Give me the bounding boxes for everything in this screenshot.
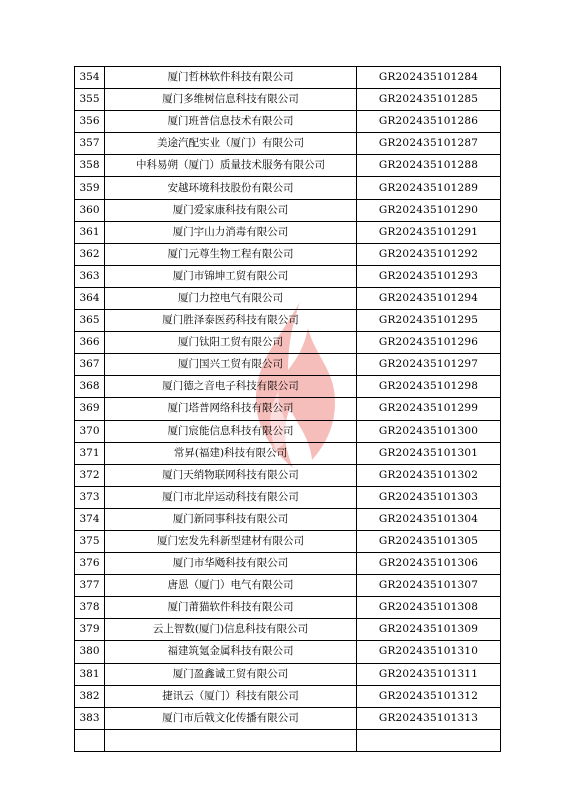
company-name: 安越环境科技股份有限公司 bbox=[105, 177, 357, 199]
row-number: 359 bbox=[75, 177, 105, 199]
company-name: 美途汽配实业（厦门）有限公司 bbox=[105, 133, 357, 155]
table-row bbox=[75, 89, 501, 111]
table-row bbox=[75, 287, 501, 309]
table-row bbox=[75, 530, 501, 552]
row-number: 357 bbox=[75, 133, 105, 155]
company-name: 捷讯云（厦门）科技有限公司 bbox=[105, 685, 357, 707]
table-row bbox=[75, 464, 501, 486]
certificate-number: GR202435101284 bbox=[357, 67, 501, 89]
table-row bbox=[75, 619, 501, 641]
table-row bbox=[75, 663, 501, 685]
certificate-number: GR202435101302 bbox=[357, 464, 501, 486]
row-number: 358 bbox=[75, 155, 105, 177]
certificate-number: GR202435101286 bbox=[357, 111, 501, 133]
row-number: 383 bbox=[75, 707, 105, 729]
certificate-number: GR202435101305 bbox=[357, 530, 501, 552]
table-row bbox=[75, 442, 501, 464]
company-name: 厦门胜泽泰医药科技有限公司 bbox=[105, 310, 357, 332]
row-number: 371 bbox=[75, 442, 105, 464]
company-name: 厦门德之音电子科技有限公司 bbox=[105, 376, 357, 398]
certificate-number: GR202435101308 bbox=[357, 597, 501, 619]
company-name: 厦门宇山力消毒有限公司 bbox=[105, 221, 357, 243]
row-number: 361 bbox=[75, 221, 105, 243]
row-number: 364 bbox=[75, 287, 105, 309]
table-row bbox=[75, 508, 501, 530]
table-row bbox=[75, 575, 501, 597]
company-name: 云上智数(厦门)信息科技有限公司 bbox=[105, 619, 357, 641]
company-name: 厦门国兴工贸有限公司 bbox=[105, 354, 357, 376]
company-name: 厦门钛阳工贸有限公司 bbox=[105, 332, 357, 354]
certificate-number: GR202435101307 bbox=[357, 575, 501, 597]
row-number: 376 bbox=[75, 553, 105, 575]
company-name: 厦门哲林软件科技有限公司 bbox=[105, 67, 357, 89]
certificate-number: GR202435101311 bbox=[357, 663, 501, 685]
certificate-number: GR202435101306 bbox=[357, 553, 501, 575]
table-row bbox=[75, 420, 501, 442]
row-number: 355 bbox=[75, 89, 105, 111]
row-number: 369 bbox=[75, 398, 105, 420]
table-row bbox=[75, 553, 501, 575]
table-row bbox=[75, 376, 501, 398]
table-row bbox=[75, 133, 501, 155]
certificate-number: GR202435101296 bbox=[357, 332, 501, 354]
company-name: 厦门市华飏科技有限公司 bbox=[105, 553, 357, 575]
certificate-number: GR202435101310 bbox=[357, 641, 501, 663]
certificate-number: GR202435101288 bbox=[357, 155, 501, 177]
company-name: 厦门宸能信息科技有限公司 bbox=[105, 420, 357, 442]
certificate-table bbox=[74, 66, 501, 752]
certificate-number: GR202435101301 bbox=[357, 442, 501, 464]
company-name: 厦门班普信息技术有限公司 bbox=[105, 111, 357, 133]
company-name: 厦门莆猫软件科技有限公司 bbox=[105, 597, 357, 619]
certificate-number: GR202435101293 bbox=[357, 265, 501, 287]
row-number: 382 bbox=[75, 685, 105, 707]
certificate-number: GR202435101295 bbox=[357, 310, 501, 332]
company-name: 厦门新同事科技有限公司 bbox=[105, 508, 357, 530]
row-number: 363 bbox=[75, 265, 105, 287]
company-name: 厦门市北岸运动科技有限公司 bbox=[105, 486, 357, 508]
table-row bbox=[75, 685, 501, 707]
certificate-number: GR202435101285 bbox=[357, 89, 501, 111]
company-name: 常昇(福建)科技有限公司 bbox=[105, 442, 357, 464]
certificate-number: GR202435101309 bbox=[357, 619, 501, 641]
row-number: 354 bbox=[75, 67, 105, 89]
certificate-number: GR202435101292 bbox=[357, 243, 501, 265]
certificate-number: GR202435101289 bbox=[357, 177, 501, 199]
row-number: 365 bbox=[75, 310, 105, 332]
table-row bbox=[75, 354, 501, 376]
row-number: 378 bbox=[75, 597, 105, 619]
certificate-number: GR202435101297 bbox=[357, 354, 501, 376]
certificate-number: GR202435101300 bbox=[357, 420, 501, 442]
table-body bbox=[75, 67, 501, 752]
table-row bbox=[75, 177, 501, 199]
company-name: 厦门塔普网络科技有限公司 bbox=[105, 398, 357, 420]
table-row bbox=[75, 729, 501, 751]
table-row bbox=[75, 641, 501, 663]
company-name: 福建筑氪金属科技有限公司 bbox=[105, 641, 357, 663]
certificate-number bbox=[357, 729, 501, 751]
table-row bbox=[75, 199, 501, 221]
certificate-number: GR202435101312 bbox=[357, 685, 501, 707]
table-row bbox=[75, 707, 501, 729]
company-name: 厦门力控电气有限公司 bbox=[105, 287, 357, 309]
certificate-number: GR202435101287 bbox=[357, 133, 501, 155]
company-name: 厦门市锦坤工贸有限公司 bbox=[105, 265, 357, 287]
table-row bbox=[75, 332, 501, 354]
table-row bbox=[75, 111, 501, 133]
company-name: 厦门盈鑫诚工贸有限公司 bbox=[105, 663, 357, 685]
certificate-number: GR202435101290 bbox=[357, 199, 501, 221]
table-row bbox=[75, 597, 501, 619]
company-name: 厦门元尊生物工程有限公司 bbox=[105, 243, 357, 265]
company-name: 厦门天绡物联网科技有限公司 bbox=[105, 464, 357, 486]
table-row bbox=[75, 486, 501, 508]
row-number: 373 bbox=[75, 486, 105, 508]
table-row bbox=[75, 265, 501, 287]
company-name: 厦门爱家康科技有限公司 bbox=[105, 199, 357, 221]
table-row bbox=[75, 221, 501, 243]
row-number: 366 bbox=[75, 332, 105, 354]
row-number: 380 bbox=[75, 641, 105, 663]
row-number: 381 bbox=[75, 663, 105, 685]
row-number: 356 bbox=[75, 111, 105, 133]
company-name bbox=[105, 729, 357, 751]
row-number: 362 bbox=[75, 243, 105, 265]
row-number: 372 bbox=[75, 464, 105, 486]
row-number: 374 bbox=[75, 508, 105, 530]
table-row bbox=[75, 155, 501, 177]
certificate-number: GR202435101291 bbox=[357, 221, 501, 243]
row-number: 375 bbox=[75, 530, 105, 552]
certificate-number: GR202435101304 bbox=[357, 508, 501, 530]
certificate-number: GR202435101294 bbox=[357, 287, 501, 309]
row-number: 377 bbox=[75, 575, 105, 597]
certificate-number: GR202435101298 bbox=[357, 376, 501, 398]
table-row bbox=[75, 67, 501, 89]
certificate-number: GR202435101299 bbox=[357, 398, 501, 420]
certificate-number: GR202435101303 bbox=[357, 486, 501, 508]
company-name: 唐恩（厦门）电气有限公司 bbox=[105, 575, 357, 597]
table-row bbox=[75, 243, 501, 265]
table-row bbox=[75, 398, 501, 420]
row-number: 370 bbox=[75, 420, 105, 442]
company-name: 中科易朔（厦门）质量技术服务有限公司 bbox=[105, 155, 357, 177]
row-number: 368 bbox=[75, 376, 105, 398]
company-name: 厦门多维树信息科技有限公司 bbox=[105, 89, 357, 111]
row-number: 360 bbox=[75, 199, 105, 221]
company-name: 厦门宏发先科新型建材有限公司 bbox=[105, 530, 357, 552]
table-row bbox=[75, 310, 501, 332]
row-number: 367 bbox=[75, 354, 105, 376]
certificate-number: GR202435101313 bbox=[357, 707, 501, 729]
row-number bbox=[75, 729, 105, 751]
row-number: 379 bbox=[75, 619, 105, 641]
company-name: 厦门市后戟文化传播有限公司 bbox=[105, 707, 357, 729]
